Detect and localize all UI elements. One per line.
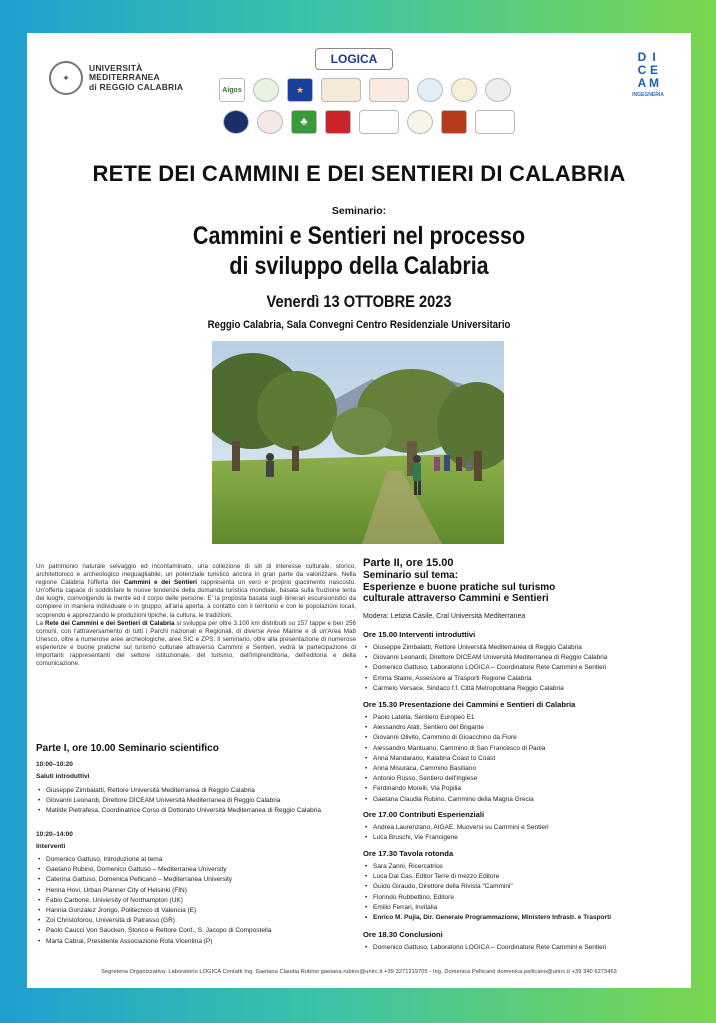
list-item: • Florindo Rubbettino, Editore — [373, 893, 687, 903]
seminar-label: Seminario: — [331, 205, 387, 217]
section-title: Ore 17.00 Contributi Esperienziali — [363, 810, 485, 819]
list-item: • Henna Hovi, Urban Planner City of Helsinki (FIN) — [46, 886, 366, 896]
part1-slot1-label: Saluti introduttivi — [36, 773, 90, 780]
section-title: Ore 18.30 Conclusioni — [363, 930, 443, 939]
part1-slot2-list — [36, 855, 366, 947]
list-item: • Giuseppe Zimbalatti, Rettore Università Mediterranea di Reggio Calabria — [373, 643, 687, 653]
list-item: • Zoi Christoforou, Università di Patrasso (GR) — [46, 916, 366, 926]
partner-logo-icon — [417, 78, 443, 102]
list-item: • Anna Misuraca, Cammino Basiliano — [373, 764, 687, 774]
list-item: • Guido Giraudo, Direttore della Rivista "Cammini" — [373, 882, 687, 892]
part2-subtitle: Seminario sul tema: Esperienze e buone pratiche sul turismo culturale attraverso Cammini e Sentieri — [363, 570, 556, 604]
partner-logo-icon — [451, 78, 477, 102]
university-name: UNIVERSITÀ MEDITERRANEA di REGGIO CALABRIA — [89, 62, 184, 92]
list-item: • Carmelo Versace, Sindaco f.f. Città Metropolitana Reggio Calabria — [373, 684, 687, 694]
partner-logo-icon — [475, 110, 515, 134]
list-item: • Ferdinando Morelli, Via Popilia — [373, 784, 687, 794]
section-title: Ore 15.00 Interventi introduttivi — [363, 630, 476, 639]
partner-logo-icon — [485, 78, 511, 102]
partner-logo-icon — [369, 78, 409, 102]
section-list — [363, 823, 687, 843]
list-item: • Domenico Gattuso, Laboratorio LOGICA – Coordinatore Rete Cammini e Sentieri — [373, 943, 687, 953]
event-venue: Reggio Calabria, Sala Convegni Centro Residenziale Universitario — [207, 319, 511, 331]
section-list — [363, 643, 687, 694]
partner-logo-icon — [253, 78, 279, 102]
partner-logo-icon — [407, 110, 433, 134]
list-item: • Alessandro Mantuano, Cammino di San Francesco di Paola — [373, 744, 687, 754]
list-item: • Luca Bruschi, Vie Francigene — [373, 833, 687, 843]
part1-slot2-label: Interventi — [36, 843, 66, 850]
part1-slot1-list — [36, 786, 366, 817]
list-item: • Antonio Russo, Sentiero dell'Inglese — [373, 774, 687, 784]
diceam-letters: D I C E A M — [637, 50, 659, 90]
aigos-logo-icon: Aigos — [219, 78, 245, 102]
partner-logo-icon — [223, 110, 249, 134]
poster-title: RETE DEI CAMMINI E DEI SENTIERI DI CALABRIA — [92, 161, 626, 186]
list-item: • Fabio Carbone, University of Northampton (UK) — [46, 896, 366, 906]
list-item: • Hannia Gonzalez Jrongo, Politecnico di Valencia (E) — [46, 906, 366, 916]
list-item: • Matilde Pietrafesa, Coordinatrice Corso di Dottorato Università Mediterranea di Reggio Calabria — [46, 806, 366, 816]
part1-title: Parte I, ore 10.00 Seminario scientifico — [36, 743, 219, 754]
intro-text: Un patrimonio naturale selvaggio ed incontaminato, una collezione di siti di interesse culturale, storico, architettonico e archeologico ineguagliabile, un potenziale turistico ancora in gran parte da valorizzare. Nella regione Calabria l'offerta dei Cammini e dei Sentieri rappresenta un vero e proprio giacimento nascosto. Un'offerta capace di soddisfare le nuove tendenze della domanda turistica mondiale, basata sulla fruizione lenta dei luoghi, coinvolgendo la mente ed il corpo delle persone. E' la proposta basata sugli itinerari escursionistici da compiere in maniera individuale o in gruppo, all'aria aperta, a contatto con il territorio e con le popolazioni locali, scoprendo e apprezzando le produzioni tipiche, la cultura, le tradizioni. La Rete dei Cammini e dei Sentieri di Calabria si sviluppa per oltre 3.100 km distribuiti su 157 tappe e ben 256 comuni, con l'attraversamento di tutti i Parchi nazionali e Regionali, di diverse Aree Marine e di un'Area Mab Unesco, oltre a numerose aree archeologiche, aree SIC e ZPS. Il seminario, oltre alla presentazione di numerose esperienze e buone pratiche sul turismo culturale attraverso Cammini e Sentieri, vedrà la partecipazione di importanti rappresentanti del settore istituzionale, del turismo, dell'imprenditoria, dell'editoria e della comunicazione. — [36, 563, 356, 668]
partner-logos-row-2 — [223, 110, 515, 134]
list-item: • Paolo Caucci Von Saucken, Storico e Rettore Conf., S. Jacopo di Compostella — [46, 926, 366, 936]
university-seal-icon: ✦ — [49, 61, 83, 95]
list-item: • Anna Mandarano, Kalabria Coast to Coast — [373, 754, 687, 764]
list-item: • Gaetano Rubino, Domenico Gattuso – Mediterranea University — [46, 865, 366, 875]
list-item: • Gaetana Claudia Rubino, Cammino della Magna Grecia — [373, 795, 687, 805]
partner-logo-icon — [441, 110, 467, 134]
partner-logos-row-1 — [219, 78, 511, 102]
event-date: Venerdì 13 OTTOBRE 2023 — [266, 292, 452, 311]
section-title: Ore 17.30 Tavola rotonda — [363, 849, 454, 858]
footer-contacts: Segreteria Organizzativa: Laboratorio LOGICA Contatti Ing. Gaetana Claudia Rubino gaetana.rubino@unirc.it +39 3271219705 - Ing. Domenica Pellicanò domenica.pellicano@unirc.it +39 340 6273463 — [101, 969, 617, 975]
diceam-logo — [629, 51, 667, 98]
list-item: • Paolo Latella, Sentiero Europeo E1 — [373, 713, 687, 723]
logica-logo: LOGICA — [315, 48, 393, 70]
section-list — [363, 713, 687, 805]
list-item: • Sara Zanni, Ricercatrice — [373, 862, 687, 872]
part2-title: Parte II, ore 15.00 — [363, 557, 454, 569]
partner-logo-icon — [321, 78, 361, 102]
section-title: Ore 15.30 Presentazione dei Cammini e Sentieri di Calabria — [363, 700, 576, 709]
list-item: • Enrico M. Pujia, Dir. Generale Programmazione, Ministero Infrastr. e Trasporti — [373, 913, 687, 923]
university-logo — [49, 61, 183, 95]
poster — [27, 33, 691, 988]
partner-logo-icon — [359, 110, 399, 134]
section-list — [363, 862, 687, 923]
list-item: • Domenico Gattuso, Introduzione al tema — [46, 855, 366, 865]
olive-grove-photo — [212, 341, 504, 544]
list-item: • Emma Staine, Assessore ai Trasporti Regione Calabria — [373, 674, 687, 684]
list-item: • Luca Dal Cas, Editor Terre di mezzo Editore — [373, 872, 687, 882]
list-item: • Giovanni Olivito, Cammino di Gioacchino da Fiore — [373, 733, 687, 743]
list-item: • Giovanni Leonardi, Direttore DICEAM Università Mediterranea di Reggio Calabria — [373, 653, 687, 663]
seminar-title: Cammini e Sentieri nel processo di sviluppo della Calabria — [192, 222, 526, 280]
list-item: • Caterina Gattuso, Domenica Pellicanò – Mediterranea University — [46, 875, 366, 885]
section-list — [363, 943, 687, 953]
list-item: • Marta Cabral, Presidente Associazione Rota Vicentina (P) — [46, 937, 366, 947]
list-item: • Domenico Gattuso, Laboratorio LOGICA – Coordinatore Rete Cammini e Sentieri — [373, 663, 687, 673]
eu-flag-icon: ★ — [287, 78, 313, 102]
diceam-subtitle: INGEGNERIA — [632, 92, 664, 98]
part1-slot2-time: 10:20–14:00 — [36, 831, 73, 838]
list-item: • Alessandro Alati, Sentiero del Brigante — [373, 723, 687, 733]
partner-logo-icon — [257, 110, 283, 134]
list-item: • Andrea Laurenzano, AIGAE. Muoversi su Cammini e Sentieri — [373, 823, 687, 833]
part1-slot1-time: 10:00–10:20 — [36, 761, 73, 768]
clover-logo-icon: ♣ — [291, 110, 317, 134]
partner-logo-icon — [325, 110, 351, 134]
list-item: • Giuseppe Zimbalatti, Rettore Università Mediterranea di Reggio Calabria — [46, 786, 366, 796]
hikers-landscape-image — [212, 341, 504, 544]
list-item: • Giovanni Leonardi, Direttore DICEAM Università Mediterranea di Reggio Calabria — [46, 796, 366, 806]
list-item: • Emilio Ferrari, Invitalia — [373, 903, 687, 913]
moderator: Modera: Letizia Casile, Cral Università Mediterranea — [363, 613, 526, 620]
